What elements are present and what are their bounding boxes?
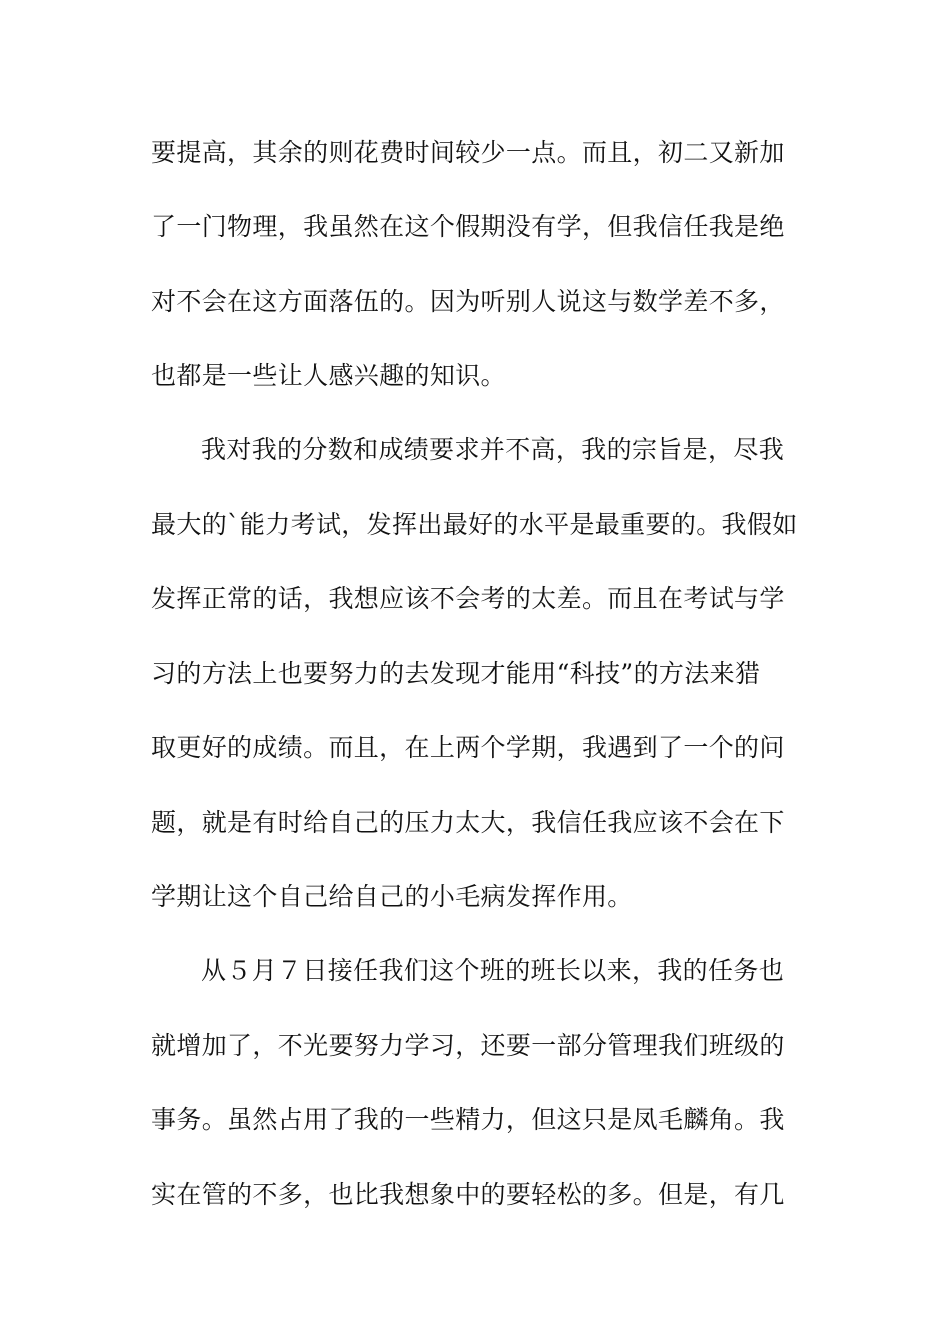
text-line: 学期让这个自己给自己的小毛病发挥作用。: [151, 882, 633, 911]
text-line: 题，就是有时给自己的压力太大，我信任我应该不会在下: [151, 808, 785, 837]
paragraph-start-line: 从５月７日接任我们这个班的班长以来，我的任务也: [201, 956, 785, 985]
text-line: 要提高，其余的则花费时间较少一点。而且，初二又新加: [151, 138, 785, 167]
text-line: 实在管的不多，也比我想象中的要轻松的多。但是，有几: [151, 1180, 785, 1209]
text-line: 发挥正常的话，我想应该不会考的太差。而且在考试与学: [151, 584, 785, 613]
text-line: 对不会在这方面落伍的。因为听别人说这与数学差不多，: [151, 287, 785, 316]
paragraph-start-line: 我对我的分数和成绩要求并不高，我的宗旨是，尽我: [201, 435, 785, 464]
text-line: 事务。虽然占用了我的一些精力，但这只是凤毛麟角。我: [151, 1105, 785, 1134]
text-line: 取更好的成绩。而且，在上两个学期，我遇到了一个的问: [151, 733, 785, 762]
text-line: 习的方法上也要努力的去发现才能用“科技”的方法来猎: [151, 659, 761, 688]
text-line: 也都是一些让人感兴趣的知识。: [151, 361, 506, 390]
text-line: 就增加了，不光要努力学习，还要一部分管理我们班级的: [151, 1031, 785, 1060]
text-line: 最大的`能力考试，发挥出最好的水平是最重要的。我假如: [151, 510, 798, 539]
text-line: 了一门物理，我虽然在这个假期没有学，但我信任我是绝: [151, 212, 785, 241]
